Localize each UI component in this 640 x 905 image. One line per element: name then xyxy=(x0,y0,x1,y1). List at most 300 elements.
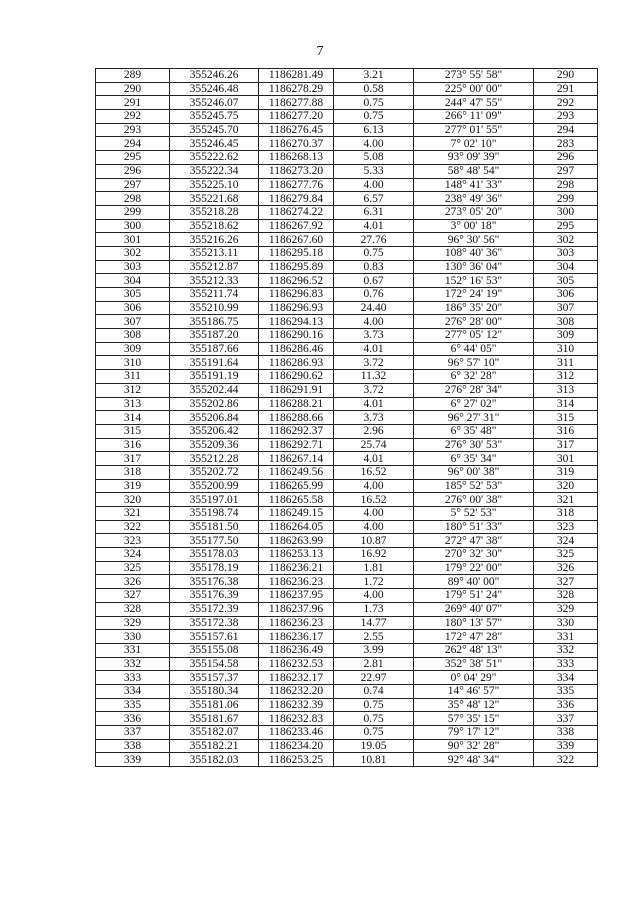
next-point-cell: 311 xyxy=(534,356,598,370)
table-row xyxy=(96,110,598,124)
distance-cell: 3.73 xyxy=(334,329,414,343)
point-number-cell: 291 xyxy=(96,96,170,110)
next-point-cell: 294 xyxy=(534,123,598,137)
x-coordinate-cell: 355202.72 xyxy=(170,465,259,479)
table-row xyxy=(96,479,598,493)
x-coordinate-cell: 355245.75 xyxy=(170,110,259,124)
table-row xyxy=(96,643,598,657)
distance-cell: 3.21 xyxy=(334,69,414,83)
x-coordinate-cell: 355206.84 xyxy=(170,411,259,425)
distance-cell: 4.00 xyxy=(334,315,414,329)
point-number-cell: 308 xyxy=(96,329,170,343)
point-number-cell: 325 xyxy=(96,561,170,575)
bearing-cell: 14° 46' 57" xyxy=(414,684,534,698)
table-row xyxy=(96,151,598,165)
bearing-cell: 6° 27' 02" xyxy=(414,397,534,411)
point-number-cell: 300 xyxy=(96,219,170,233)
distance-cell: 3.72 xyxy=(334,356,414,370)
distance-cell: 0.75 xyxy=(334,712,414,726)
point-number-cell: 321 xyxy=(96,507,170,521)
x-coordinate-cell: 355155.08 xyxy=(170,643,259,657)
x-coordinate-cell: 355181.67 xyxy=(170,712,259,726)
y-coordinate-cell: 1186236.23 xyxy=(259,616,334,630)
next-point-cell: 306 xyxy=(534,288,598,302)
y-coordinate-cell: 1186249.56 xyxy=(259,465,334,479)
next-point-cell: 308 xyxy=(534,315,598,329)
point-number-cell: 326 xyxy=(96,575,170,589)
point-number-cell: 290 xyxy=(96,82,170,96)
point-number-cell: 322 xyxy=(96,520,170,534)
x-coordinate-cell: 355246.48 xyxy=(170,82,259,96)
distance-cell: 0.67 xyxy=(334,274,414,288)
distance-cell: 4.00 xyxy=(334,178,414,192)
x-coordinate-cell: 355211.74 xyxy=(170,288,259,302)
y-coordinate-cell: 1186233.46 xyxy=(259,726,334,740)
next-point-cell: 330 xyxy=(534,616,598,630)
bearing-cell: 96° 57' 10" xyxy=(414,356,534,370)
distance-cell: 16.92 xyxy=(334,548,414,562)
next-point-cell: 329 xyxy=(534,602,598,616)
table-row xyxy=(96,520,598,534)
bearing-cell: 6° 35' 48" xyxy=(414,424,534,438)
y-coordinate-cell: 1186292.37 xyxy=(259,424,334,438)
table-row xyxy=(96,192,598,206)
distance-cell: 1.72 xyxy=(334,575,414,589)
y-coordinate-cell: 1186264.05 xyxy=(259,520,334,534)
next-point-cell: 312 xyxy=(534,370,598,384)
distance-cell: 14.77 xyxy=(334,616,414,630)
next-point-cell: 295 xyxy=(534,219,598,233)
distance-cell: 2.81 xyxy=(334,657,414,671)
x-coordinate-cell: 355246.45 xyxy=(170,137,259,151)
bearing-cell: 276° 30' 53" xyxy=(414,438,534,452)
x-coordinate-cell: 355181.06 xyxy=(170,698,259,712)
distance-cell: 5.08 xyxy=(334,151,414,165)
bearing-cell: 89° 40' 00" xyxy=(414,575,534,589)
x-coordinate-cell: 355178.19 xyxy=(170,561,259,575)
x-coordinate-cell: 355212.28 xyxy=(170,452,259,466)
next-point-cell: 296 xyxy=(534,151,598,165)
table-row xyxy=(96,424,598,438)
table-row xyxy=(96,616,598,630)
distance-cell: 6.31 xyxy=(334,205,414,219)
y-coordinate-cell: 1186232.20 xyxy=(259,684,334,698)
point-number-cell: 335 xyxy=(96,698,170,712)
next-point-cell: 305 xyxy=(534,274,598,288)
next-point-cell: 301 xyxy=(534,452,598,466)
table-row xyxy=(96,370,598,384)
x-coordinate-cell: 355181.50 xyxy=(170,520,259,534)
x-coordinate-cell: 355218.28 xyxy=(170,205,259,219)
bearing-cell: 96° 30' 56" xyxy=(414,233,534,247)
next-point-cell: 333 xyxy=(534,657,598,671)
table-row xyxy=(96,602,598,616)
y-coordinate-cell: 1186277.20 xyxy=(259,110,334,124)
point-number-cell: 317 xyxy=(96,452,170,466)
bearing-cell: 79° 17' 12" xyxy=(414,726,534,740)
bearing-cell: 180° 51' 33" xyxy=(414,520,534,534)
y-coordinate-cell: 1186292.71 xyxy=(259,438,334,452)
point-number-cell: 309 xyxy=(96,342,170,356)
x-coordinate-cell: 355222.34 xyxy=(170,164,259,178)
y-coordinate-cell: 1186276.45 xyxy=(259,123,334,137)
y-coordinate-cell: 1186277.76 xyxy=(259,178,334,192)
table-row xyxy=(96,397,598,411)
table-row xyxy=(96,657,598,671)
y-coordinate-cell: 1186232.83 xyxy=(259,712,334,726)
x-coordinate-cell: 355202.86 xyxy=(170,397,259,411)
bearing-cell: 180° 13' 57" xyxy=(414,616,534,630)
y-coordinate-cell: 1186236.49 xyxy=(259,643,334,657)
y-coordinate-cell: 1186294.13 xyxy=(259,315,334,329)
bearing-cell: 5° 52' 53" xyxy=(414,507,534,521)
distance-cell: 16.52 xyxy=(334,465,414,479)
x-coordinate-cell: 355172.39 xyxy=(170,602,259,616)
table-row xyxy=(96,69,598,83)
point-number-cell: 292 xyxy=(96,110,170,124)
y-coordinate-cell: 1186249.15 xyxy=(259,507,334,521)
bearing-cell: 96° 00' 38" xyxy=(414,465,534,479)
table-row xyxy=(96,96,598,110)
y-coordinate-cell: 1186253.25 xyxy=(259,753,334,767)
point-number-cell: 313 xyxy=(96,397,170,411)
bearing-cell: 35° 48' 12" xyxy=(414,698,534,712)
table-row xyxy=(96,575,598,589)
distance-cell: 6.57 xyxy=(334,192,414,206)
x-coordinate-cell: 355176.38 xyxy=(170,575,259,589)
x-coordinate-cell: 355157.61 xyxy=(170,630,259,644)
x-coordinate-cell: 355222.62 xyxy=(170,151,259,165)
next-point-cell: 317 xyxy=(534,438,598,452)
table-row xyxy=(96,726,598,740)
x-coordinate-cell: 355246.26 xyxy=(170,69,259,83)
x-coordinate-cell: 355212.87 xyxy=(170,260,259,274)
distance-cell: 22.97 xyxy=(334,671,414,685)
y-coordinate-cell: 1186253.13 xyxy=(259,548,334,562)
next-point-cell: 307 xyxy=(534,301,598,315)
distance-cell: 4.01 xyxy=(334,397,414,411)
x-coordinate-cell: 355172.38 xyxy=(170,616,259,630)
y-coordinate-cell: 1186267.14 xyxy=(259,452,334,466)
y-coordinate-cell: 1186267.92 xyxy=(259,219,334,233)
table-row xyxy=(96,342,598,356)
table-row xyxy=(96,465,598,479)
bearing-cell: 108° 40' 36" xyxy=(414,246,534,260)
distance-cell: 0.83 xyxy=(334,260,414,274)
bearing-cell: 96° 27' 31" xyxy=(414,411,534,425)
table-row xyxy=(96,315,598,329)
table-row xyxy=(96,753,598,767)
y-coordinate-cell: 1186232.53 xyxy=(259,657,334,671)
x-coordinate-cell: 355157.37 xyxy=(170,671,259,685)
table-row xyxy=(96,301,598,315)
y-coordinate-cell: 1186234.20 xyxy=(259,739,334,753)
x-coordinate-cell: 355177.50 xyxy=(170,534,259,548)
x-coordinate-cell: 355225.10 xyxy=(170,178,259,192)
distance-cell: 4.01 xyxy=(334,342,414,356)
x-coordinate-cell: 355178.03 xyxy=(170,548,259,562)
next-point-cell: 283 xyxy=(534,137,598,151)
bearing-cell: 352° 38' 51" xyxy=(414,657,534,671)
table-row xyxy=(96,164,598,178)
point-number-cell: 320 xyxy=(96,493,170,507)
next-point-cell: 322 xyxy=(534,753,598,767)
next-point-cell: 321 xyxy=(534,493,598,507)
table-row xyxy=(96,178,598,192)
table-row xyxy=(96,260,598,274)
bearing-cell: 57° 35' 15" xyxy=(414,712,534,726)
point-number-cell: 330 xyxy=(96,630,170,644)
point-number-cell: 338 xyxy=(96,739,170,753)
x-coordinate-cell: 355213.11 xyxy=(170,246,259,260)
bearing-cell: 152° 16' 53" xyxy=(414,274,534,288)
distance-cell: 24.40 xyxy=(334,301,414,315)
bearing-cell: 172° 24' 19" xyxy=(414,288,534,302)
table-row xyxy=(96,561,598,575)
next-point-cell: 337 xyxy=(534,712,598,726)
bearing-cell: 276° 00' 38" xyxy=(414,493,534,507)
distance-cell: 11.32 xyxy=(334,370,414,384)
point-number-cell: 311 xyxy=(96,370,170,384)
table-row xyxy=(96,548,598,562)
distance-cell: 1.73 xyxy=(334,602,414,616)
bearing-cell: 3° 00' 18" xyxy=(414,219,534,233)
point-number-cell: 331 xyxy=(96,643,170,657)
distance-cell: 0.75 xyxy=(334,246,414,260)
point-number-cell: 319 xyxy=(96,479,170,493)
next-point-cell: 334 xyxy=(534,671,598,685)
distance-cell: 0.75 xyxy=(334,96,414,110)
x-coordinate-cell: 355197.01 xyxy=(170,493,259,507)
next-point-cell: 293 xyxy=(534,110,598,124)
table-row xyxy=(96,411,598,425)
point-number-cell: 299 xyxy=(96,205,170,219)
next-point-cell: 327 xyxy=(534,575,598,589)
bearing-cell: 6° 32' 28" xyxy=(414,370,534,384)
y-coordinate-cell: 1186288.21 xyxy=(259,397,334,411)
x-coordinate-cell: 355187.20 xyxy=(170,329,259,343)
point-number-cell: 303 xyxy=(96,260,170,274)
point-number-cell: 310 xyxy=(96,356,170,370)
next-point-cell: 309 xyxy=(534,329,598,343)
next-point-cell: 318 xyxy=(534,507,598,521)
distance-cell: 25.74 xyxy=(334,438,414,452)
bearing-cell: 272° 47' 38" xyxy=(414,534,534,548)
next-point-cell: 299 xyxy=(534,192,598,206)
table-row xyxy=(96,739,598,753)
y-coordinate-cell: 1186232.17 xyxy=(259,671,334,685)
next-point-cell: 324 xyxy=(534,534,598,548)
distance-cell: 3.72 xyxy=(334,383,414,397)
distance-cell: 2.55 xyxy=(334,630,414,644)
distance-cell: 6.13 xyxy=(334,123,414,137)
table-row xyxy=(96,507,598,521)
x-coordinate-cell: 355191.19 xyxy=(170,370,259,384)
distance-cell: 2.96 xyxy=(334,424,414,438)
bearing-cell: 92° 48' 34" xyxy=(414,753,534,767)
next-point-cell: 291 xyxy=(534,82,598,96)
distance-cell: 27.76 xyxy=(334,233,414,247)
bearing-cell: 186° 35' 20" xyxy=(414,301,534,315)
point-number-cell: 327 xyxy=(96,589,170,603)
distance-cell: 4.01 xyxy=(334,219,414,233)
distance-cell: 3.99 xyxy=(334,643,414,657)
x-coordinate-cell: 355198.74 xyxy=(170,507,259,521)
x-coordinate-cell: 355206.42 xyxy=(170,424,259,438)
distance-cell: 4.00 xyxy=(334,479,414,493)
bearing-cell: 276° 28' 00" xyxy=(414,315,534,329)
bearing-cell: 130° 36' 04" xyxy=(414,260,534,274)
x-coordinate-cell: 355245.70 xyxy=(170,123,259,137)
distance-cell: 4.00 xyxy=(334,137,414,151)
bearing-cell: 58° 48' 54" xyxy=(414,164,534,178)
x-coordinate-cell: 355186.75 xyxy=(170,315,259,329)
distance-cell: 0.76 xyxy=(334,288,414,302)
bearing-cell: 266° 11' 09" xyxy=(414,110,534,124)
point-number-cell: 307 xyxy=(96,315,170,329)
bearing-cell: 262° 48' 13" xyxy=(414,643,534,657)
x-coordinate-cell: 355221.68 xyxy=(170,192,259,206)
bearing-cell: 6° 44' 05" xyxy=(414,342,534,356)
y-coordinate-cell: 1186279.84 xyxy=(259,192,334,206)
x-coordinate-cell: 355180.34 xyxy=(170,684,259,698)
bearing-cell: 273° 05' 20" xyxy=(414,205,534,219)
bearing-cell: 6° 35' 34" xyxy=(414,452,534,466)
x-coordinate-cell: 355154.58 xyxy=(170,657,259,671)
table-row xyxy=(96,288,598,302)
point-number-cell: 329 xyxy=(96,616,170,630)
y-coordinate-cell: 1186288.66 xyxy=(259,411,334,425)
coordinates-table xyxy=(95,68,598,767)
point-number-cell: 295 xyxy=(96,151,170,165)
point-number-cell: 301 xyxy=(96,233,170,247)
next-point-cell: 315 xyxy=(534,411,598,425)
y-coordinate-cell: 1186278.29 xyxy=(259,82,334,96)
table-row xyxy=(96,82,598,96)
table-row xyxy=(96,137,598,151)
distance-cell: 3.73 xyxy=(334,411,414,425)
next-point-cell: 323 xyxy=(534,520,598,534)
y-coordinate-cell: 1186286.46 xyxy=(259,342,334,356)
x-coordinate-cell: 355200.99 xyxy=(170,479,259,493)
bearing-cell: 276° 28' 34" xyxy=(414,383,534,397)
next-point-cell: 328 xyxy=(534,589,598,603)
distance-cell: 10.81 xyxy=(334,753,414,767)
bearing-cell: 179° 22' 00" xyxy=(414,561,534,575)
y-coordinate-cell: 1186295.18 xyxy=(259,246,334,260)
point-number-cell: 315 xyxy=(96,424,170,438)
x-coordinate-cell: 355182.07 xyxy=(170,726,259,740)
next-point-cell: 339 xyxy=(534,739,598,753)
point-number-cell: 334 xyxy=(96,684,170,698)
y-coordinate-cell: 1186290.16 xyxy=(259,329,334,343)
distance-cell: 0.74 xyxy=(334,684,414,698)
table-row xyxy=(96,246,598,260)
next-point-cell: 320 xyxy=(534,479,598,493)
y-coordinate-cell: 1186286.93 xyxy=(259,356,334,370)
x-coordinate-cell: 355182.21 xyxy=(170,739,259,753)
y-coordinate-cell: 1186237.96 xyxy=(259,602,334,616)
distance-cell: 4.00 xyxy=(334,589,414,603)
y-coordinate-cell: 1186277.88 xyxy=(259,96,334,110)
next-point-cell: 319 xyxy=(534,465,598,479)
table-row xyxy=(96,534,598,548)
point-number-cell: 304 xyxy=(96,274,170,288)
point-number-cell: 312 xyxy=(96,383,170,397)
next-point-cell: 298 xyxy=(534,178,598,192)
point-number-cell: 316 xyxy=(96,438,170,452)
point-number-cell: 306 xyxy=(96,301,170,315)
bearing-cell: 172° 47' 28" xyxy=(414,630,534,644)
y-coordinate-cell: 1186291.91 xyxy=(259,383,334,397)
next-point-cell: 325 xyxy=(534,548,598,562)
y-coordinate-cell: 1186263.99 xyxy=(259,534,334,548)
distance-cell: 16.52 xyxy=(334,493,414,507)
distance-cell: 5.33 xyxy=(334,164,414,178)
point-number-cell: 298 xyxy=(96,192,170,206)
bearing-cell: 90° 32' 28" xyxy=(414,739,534,753)
y-coordinate-cell: 1186296.83 xyxy=(259,288,334,302)
table-row xyxy=(96,630,598,644)
table-row xyxy=(96,383,598,397)
table-row xyxy=(96,329,598,343)
y-coordinate-cell: 1186236.17 xyxy=(259,630,334,644)
point-number-cell: 302 xyxy=(96,246,170,260)
page-number: 7 xyxy=(316,44,324,59)
x-coordinate-cell: 355210.99 xyxy=(170,301,259,315)
x-coordinate-cell: 355212.33 xyxy=(170,274,259,288)
point-number-cell: 323 xyxy=(96,534,170,548)
point-number-cell: 296 xyxy=(96,164,170,178)
bearing-cell: 148° 41' 33" xyxy=(414,178,534,192)
bearing-cell: 273° 55' 58" xyxy=(414,69,534,83)
y-coordinate-cell: 1186265.99 xyxy=(259,479,334,493)
next-point-cell: 316 xyxy=(534,424,598,438)
bearing-cell: 244° 47' 55" xyxy=(414,96,534,110)
point-number-cell: 339 xyxy=(96,753,170,767)
table-row xyxy=(96,219,598,233)
point-number-cell: 336 xyxy=(96,712,170,726)
table-row xyxy=(96,356,598,370)
table-row xyxy=(96,274,598,288)
table-row xyxy=(96,493,598,507)
y-coordinate-cell: 1186281.49 xyxy=(259,69,334,83)
next-point-cell: 297 xyxy=(534,164,598,178)
distance-cell: 0.75 xyxy=(334,726,414,740)
y-coordinate-cell: 1186237.95 xyxy=(259,589,334,603)
distance-cell: 0.75 xyxy=(334,698,414,712)
x-coordinate-cell: 355246.07 xyxy=(170,96,259,110)
next-point-cell: 300 xyxy=(534,205,598,219)
table-row xyxy=(96,589,598,603)
y-coordinate-cell: 1186274.22 xyxy=(259,205,334,219)
distance-cell: 4.00 xyxy=(334,520,414,534)
point-number-cell: 324 xyxy=(96,548,170,562)
point-number-cell: 314 xyxy=(96,411,170,425)
bearing-cell: 270° 32' 30" xyxy=(414,548,534,562)
table-row xyxy=(96,698,598,712)
next-point-cell: 336 xyxy=(534,698,598,712)
y-coordinate-cell: 1186236.21 xyxy=(259,561,334,575)
next-point-cell: 310 xyxy=(534,342,598,356)
next-point-cell: 313 xyxy=(534,383,598,397)
table-row xyxy=(96,684,598,698)
next-point-cell: 331 xyxy=(534,630,598,644)
table-row xyxy=(96,712,598,726)
next-point-cell: 335 xyxy=(534,684,598,698)
table-row xyxy=(96,233,598,247)
x-coordinate-cell: 355191.64 xyxy=(170,356,259,370)
